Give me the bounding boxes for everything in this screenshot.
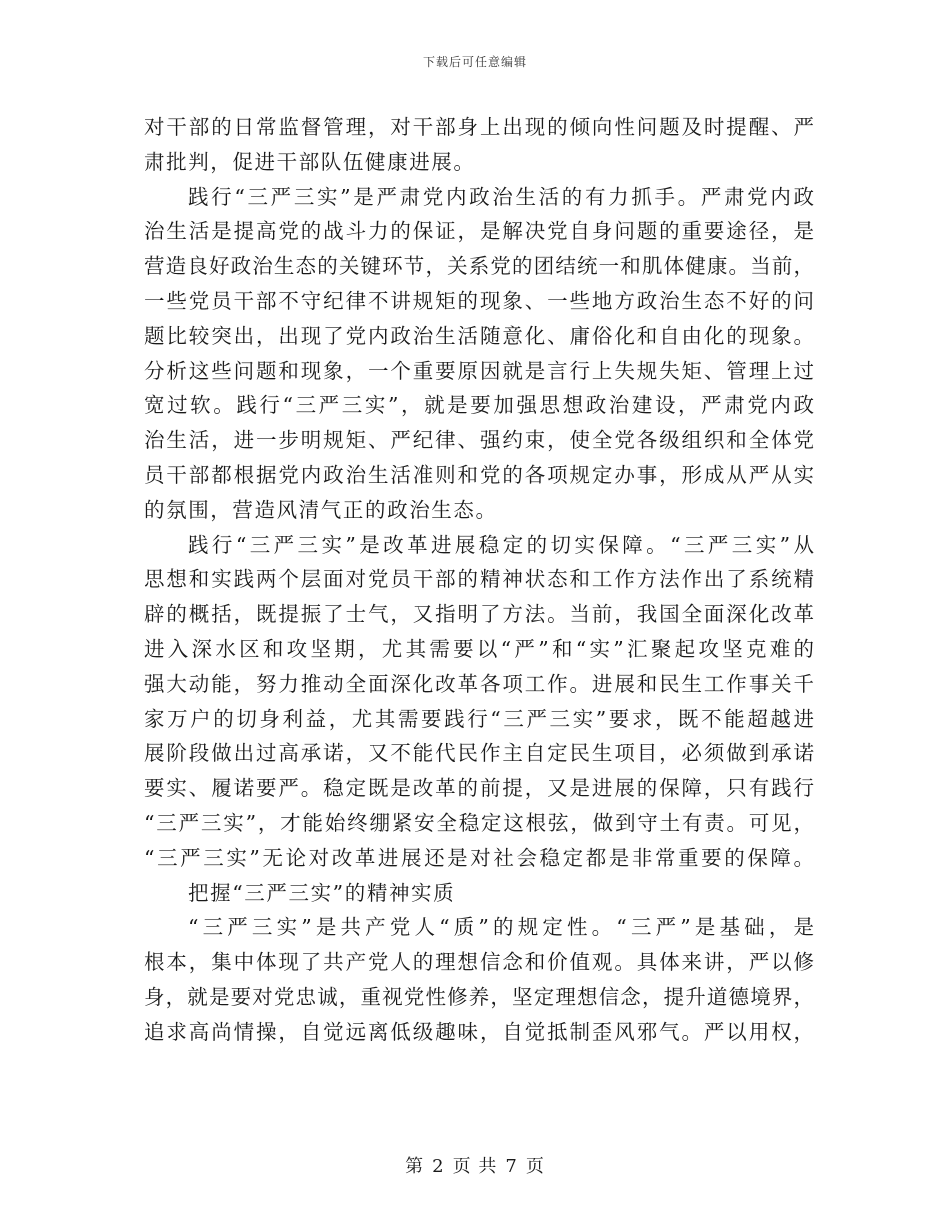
text-line: “三严三实”无论对改革进展还是对社会稳定都是非常重要的保障。 bbox=[144, 845, 814, 870]
page-header: 下载后可任意编辑 bbox=[422, 55, 527, 69]
text-line: 分析这些问题和现象，一个重要原因就是言行上失规失矩、管理上过 bbox=[144, 358, 814, 383]
text-line: 员干部都根据党内政治生活准则和党的各项规定办事，形成从严从实 bbox=[144, 462, 814, 487]
page-footer bbox=[0, 1152, 950, 1178]
total-page-count: 7 bbox=[505, 1156, 518, 1177]
footer-prefix: 第 bbox=[405, 1156, 425, 1177]
text-line: 强大动能，努力推动全面深化改革各项工作。进展和民生工作事关千 bbox=[144, 671, 814, 696]
text-line: 治生活是提高党的战斗力的保证，是解决党自身问题的重要途径，是 bbox=[144, 219, 814, 244]
text-line: 辟的概括，既提振了士气，又指明了方法。当前，我国全面深化改革 bbox=[144, 602, 814, 627]
paragraph-first-line: 践行“三严三实”是严肃党内政治生活的有力抓手。严肃党内政 bbox=[188, 184, 814, 209]
document-body bbox=[144, 110, 814, 1050]
text-line: 营造良好政治生态的关键环节，关系党的团结统一和肌体健康。当前， bbox=[144, 254, 814, 279]
text-line: “三严三实”，才能始终绷紧安全稳定这根弦，做到守土有责。可见， bbox=[144, 810, 814, 835]
text-line: 肃批判，促进干部队伍健康进展。 bbox=[144, 149, 476, 174]
text-line: 家万户的切身利益，尤其需要践行“三严三实”要求，既不能超越进 bbox=[144, 706, 814, 731]
text-line: 思想和实践两个层面对党员干部的精神状态和工作方法作出了系统精 bbox=[144, 567, 814, 592]
text-line: 对干部的日常监督管理，对干部身上出现的倾向性问题及时提醒、严 bbox=[144, 115, 814, 139]
footer-middle: 页 共 bbox=[452, 1156, 498, 1177]
text-line: 身，就是要对党忠诚，重视党性修养，坚定理想信念，提升道德境界， bbox=[144, 984, 814, 1009]
text-line: 的氛围，营造风清气正的政治生态。 bbox=[144, 497, 498, 522]
footer-suffix: 页 bbox=[525, 1156, 545, 1177]
text-line: 宽过软。践行“三严三实”，就是要加强思想政治建设，严肃党内政 bbox=[144, 393, 814, 418]
text-line: 追求高尚情操，自觉远离低级趣味，自觉抵制歪风邪气。严以用权， bbox=[144, 1019, 814, 1044]
section-heading: 把握“三严三实”的精神实质 bbox=[188, 880, 456, 905]
text-line: 根本，集中体现了共产党人的理想信念和价值观。具体来讲，严以修 bbox=[144, 950, 814, 975]
text-line: 展阶段做出过高承诺，又不能代民作主自定民生项目，必须做到承诺 bbox=[144, 741, 814, 766]
text-line: 进入深水区和攻坚期，尤其需要以“严”和“实”汇聚起攻坚克难的 bbox=[144, 636, 814, 661]
text-line: 一些党员干部不守纪律不讲规矩的现象、一些地方政治生态不好的问 bbox=[144, 288, 814, 313]
text-line: 题比较突出，出现了党内政治生活随意化、庸俗化和自由化的现象。 bbox=[144, 323, 814, 348]
paragraph-first-line: 践行“三严三实”是改革进展稳定的切实保障。“三严三实”从 bbox=[188, 532, 814, 557]
current-page-number: 2 bbox=[432, 1156, 445, 1177]
paragraph-first-line: “三严三实”是共产党人“质”的规定性。“三严”是基础，是 bbox=[188, 915, 814, 940]
text-line: 要实、履诺要严。稳定既是改革的前提，又是进展的保障，只有践行 bbox=[144, 776, 814, 801]
text-line: 治生活，进一步明规矩、严纪律、强约束，使全党各级组织和全体党 bbox=[144, 428, 814, 453]
